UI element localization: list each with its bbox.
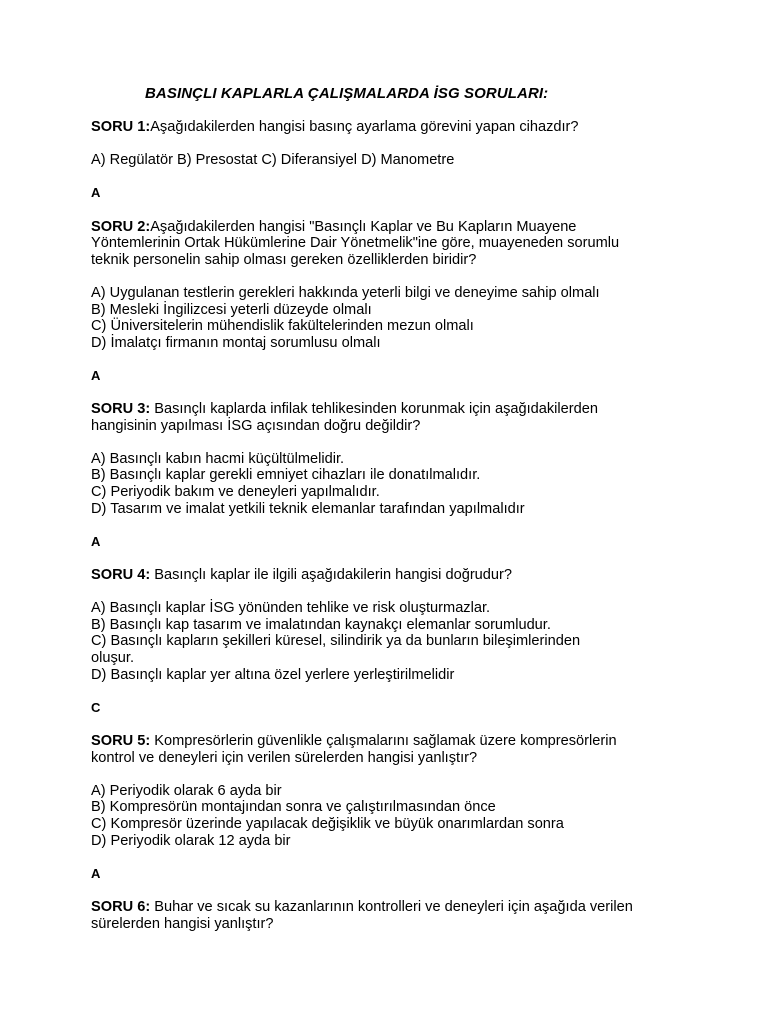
question-1-options: A) Regülatör B) Presostat C) Diferansiyel D) Manometre — [91, 152, 455, 169]
question-4-options — [91, 600, 691, 683]
option-d: D) Periyodik olarak 12 ayda bir — [91, 832, 291, 849]
option-a: A) Basınçlı kabın hacmi küçültülmelidir. — [91, 450, 345, 467]
question-1-label: SORU 1: — [91, 119, 151, 135]
option-c: C) Kompresör üzerinde yapılacak değişiklik ve büyük onarımlardan sonra — [91, 815, 564, 832]
question-6-text-line-2: sürelerden hangisi yanlıştır? — [91, 915, 274, 932]
question-3-answer: A — [91, 533, 101, 549]
question-2-answer: A — [91, 367, 101, 383]
question-3-text-line-2: hangisinin yapılması İSG açısından doğru değildir? — [91, 417, 421, 434]
document-title: BASINÇLI KAPLARLA ÇALIŞMALARDA İSG SORULARI: — [145, 85, 549, 102]
question-1-answer: A — [91, 185, 101, 201]
option-c-continued: oluşur. — [91, 650, 134, 666]
question-2 — [91, 219, 691, 269]
option-c: C) Basınçlı kapların şekilleri küresel, silindirik ya da bunların bileşimlerinden — [91, 633, 581, 650]
option-a: A) Periyodik olarak 6 ayda bir — [91, 782, 282, 799]
question-2-text-line-2: Yöntemlerinin Ortak Hükümlerine Dair Yönetmelik"ine göre, muayeneden sorumlu — [91, 235, 620, 252]
question-2-text-line-3: teknik personelin sahip olması gereken özelliklerden biridir? — [91, 251, 477, 268]
question-2-label: SORU 2: — [91, 218, 151, 235]
question-5-label: SORU 5: — [91, 732, 151, 749]
question-5-options — [91, 783, 691, 849]
option-a: A) Basınçlı kaplar İSG yönünden tehlike ve risk oluşturmazlar. — [91, 600, 491, 617]
question-2-text-line-1: Aşağıdakilerden hangisi "Basınçlı Kaplar ve Bu Kapların Muayene — [150, 218, 577, 235]
question-3-label: SORU 3: — [91, 401, 151, 418]
option-d: D) Tasarım ve imalat yetkili teknik elemanlar tarafından yapılmalıdır — [91, 500, 525, 517]
option-d: D) İmalatçı firmanın montaj sorumlusu olmalı — [91, 334, 381, 351]
question-6 — [91, 899, 691, 932]
option-c: C) Üniversitelerin mühendislik fakültelerinden mezun olmalı — [91, 318, 474, 335]
question-5 — [91, 733, 691, 766]
option-c: C) Periyodik bakım ve deneyleri yapılmalıdır. — [91, 484, 380, 501]
question-4 — [91, 567, 691, 584]
question-1-text: Aşağıdakilerden hangisi basınç ayarlama görevini yapan cihazdır? — [150, 119, 579, 135]
question-5-text-line-2: kontrol ve deneyleri için verilen sürelerden hangisi yanlıştır? — [91, 749, 478, 766]
option-b: B) Basınçlı kaplar gerekli emniyet cihazları ile donatılmalıdır. — [91, 467, 481, 484]
option-b: B) Basınçlı kap tasarım ve imalatından kaynakçı elemanlar sorumludur. — [91, 616, 551, 633]
question-6-text-line-1: Buhar ve sıcak su kazanlarının kontrolleri ve deneyleri için aşağıda verilen — [150, 898, 633, 915]
option-d: D) Basınçlı kaplar yer altına özel yerlere yerleştirilmelidir — [91, 666, 455, 683]
document-body — [91, 119, 691, 932]
question-3 — [91, 401, 691, 434]
question-4-answer: C — [91, 699, 101, 715]
question-2-options — [91, 285, 691, 351]
question-1 — [91, 119, 691, 136]
option-a: A) Uygulanan testlerin gerekleri hakkında yeterli bilgi ve deneyime sahip olmalı — [91, 284, 600, 301]
question-3-text-line-1: Basınçlı kaplarda infilak tehlikesinden korunmak için aşağıdakilerden — [150, 401, 598, 418]
option-b: B) Kompresörün montajından sonra ve çalıştırılmasından önce — [91, 799, 496, 816]
question-4-text-line-1: Basınçlı kaplar ile ilgili aşağıdakilerin hangisi doğrudur? — [150, 567, 513, 584]
question-4-label: SORU 4: — [91, 567, 151, 584]
question-5-text-line-1: Kompresörlerin güvenlikle çalışmalarını sağlamak üzere kompresörlerin — [150, 732, 617, 749]
question-6-label: SORU 6: — [91, 898, 151, 915]
question-3-options — [91, 451, 691, 517]
question-5-answer: A — [91, 865, 101, 881]
option-b: B) Mesleki İngilizcesi yeterli düzeyde olmalı — [91, 301, 372, 318]
